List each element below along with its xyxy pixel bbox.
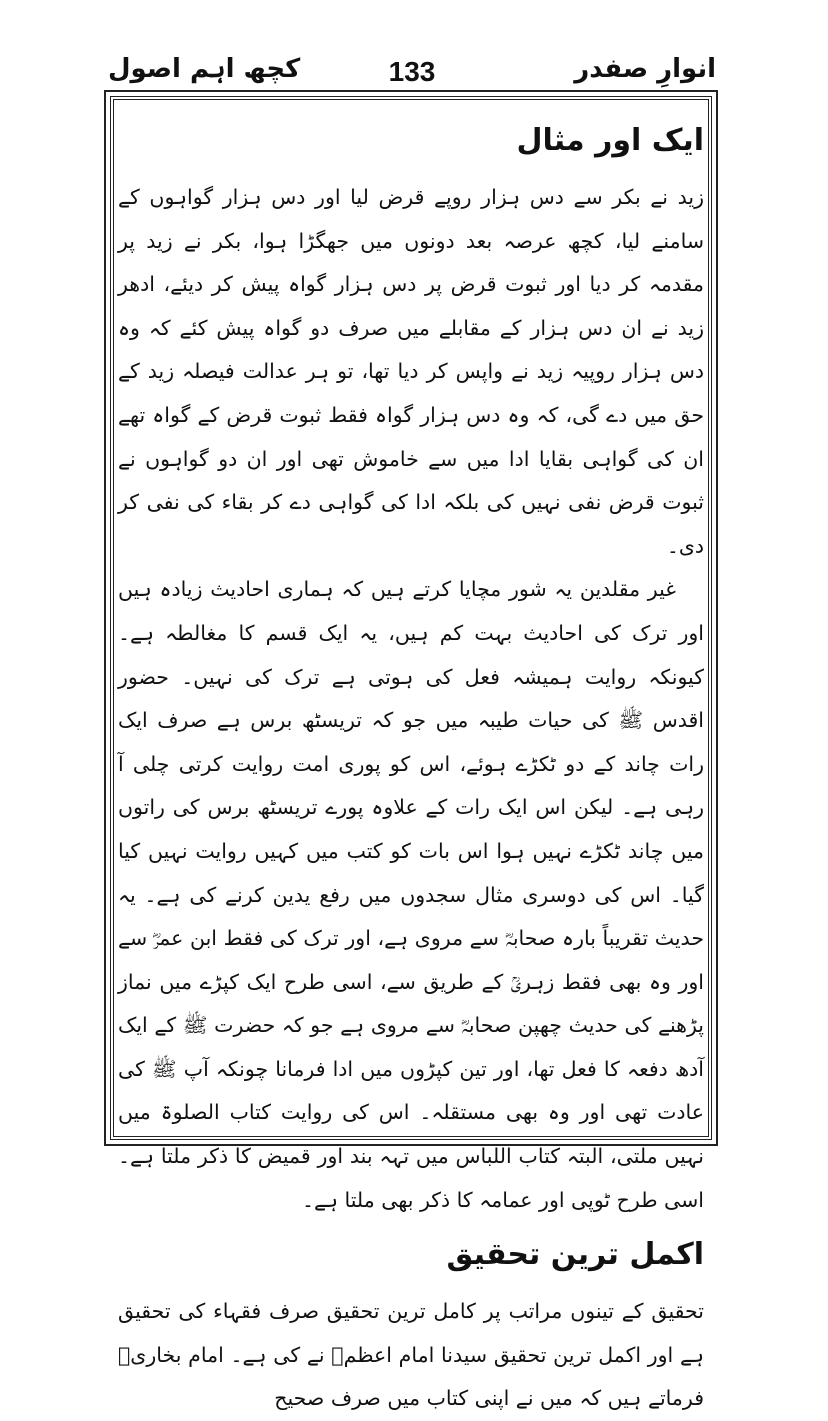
paragraph-witness-example: زید نے بکر سے دس ہزار روپے قرض لیا اور دس ہزار گواہوں کے سامنے لیا، کچھ عرصہ بعد دونوں میں جھگڑا ہوا، بکر نے زید پر مقدمہ کر دیا اور ثبوت قرض پر دس ہزار گواہ پیش کر دیئے، ادھر زید نے ان دس ہزار کے مقابلے میں صرف دو گواہ پیش کئے کہ وہ دس ہزار روپیہ زید نے واپس کر دیا تھا، تو ہر عدالت فیصلہ زید کے حق میں دے گی، کہ وہ دس ہزار گواہ فقط ثبوت قرض کے گواہ تھے ان کی گواہی بقایا ادا میں سے خاموش تھی اور ان دو گواہوں نے ثبوت قرض نفی نہیں کی بلکہ ادا کی گواہی دے کر بقاء کی نفی کر دی۔ bbox=[118, 185, 704, 558]
page-header bbox=[108, 52, 716, 92]
section-heading-research: اکمل ترین تحقیق bbox=[446, 1237, 704, 1273]
paragraph-research: تحقیق کے تینوں مراتب پر کامل ترین تحقیق صرف فقہاء کی تحقیق ہے اور اکمل ترین تحقیق سیدنا امام اعظمؒ نے کی ہے۔ امام بخاریؒ فرماتے ہیں کہ میں نے اپنی کتاب میں صرف صحیح bbox=[118, 1299, 704, 1411]
paragraph-ahadith-argument: غیر مقلدین یہ شور مچایا کرتے ہیں کہ ہماری احادیث زیادہ ہیں اور ترک کی احادیث بہت کم ہیں، یہ ایک قسم کا مغالطہ ہے۔ کیونکہ روایت ہمیشہ فعل کی ہوتی ہے ترک کی نہیں۔ حضور اقدس ﷺ کی حیات طیبہ میں جو کہ تریسٹھ برس ہے صرف ایک رات چاند کے دو ٹکڑے ہوئے، اس کو پوری امت روایت کرتی چلی آ رہی ہے۔ لیکن اس ایک رات کے علاوہ پورے تریسٹھ برس کی راتوں میں چاند ٹکڑے نہیں ہوا اس بات کو کتب میں کہیں روایت نہیں کیا گیا۔ اس کی دوسری مثال سجدوں میں رفع یدین کرنے کی ہے۔ یہ حدیث تقریباً بارہ صحابہؓ سے مروی ہے، اور ترک کی فقط ابن عمرؓ سے اور وہ بھی فقط زہریؒ کے طریق سے، اسی طرح ایک کپڑے میں نماز پڑھنے کی حدیث چھپن صحابہؓ سے مروی ہے جو کہ حضرت ﷺ کے ایک آدھ دفعہ کا فعل تھا، اور تین کپڑوں میں ادا فرمانا چونکہ آپ ﷺ کی عادت تھی اور وہ بھی مستقلہ۔ اس کی روایت کتاب الصلوۃ میں نہیں ملتی، البتہ کتاب اللباس میں تہہ بند اور قمیض کا ذکر ملتا ہے۔ اسی طرح ٹوپی اور عمامہ کا ذکر بھی ملتا ہے۔ bbox=[118, 577, 704, 1212]
book-title: انوارِ صفدر bbox=[574, 54, 716, 84]
page-content bbox=[118, 108, 704, 1421]
page-number: 133 bbox=[388, 56, 436, 87]
chapter-title: کچھ اہم اصول bbox=[108, 54, 301, 84]
section-heading-example: ایک اور مثال bbox=[516, 123, 704, 158]
